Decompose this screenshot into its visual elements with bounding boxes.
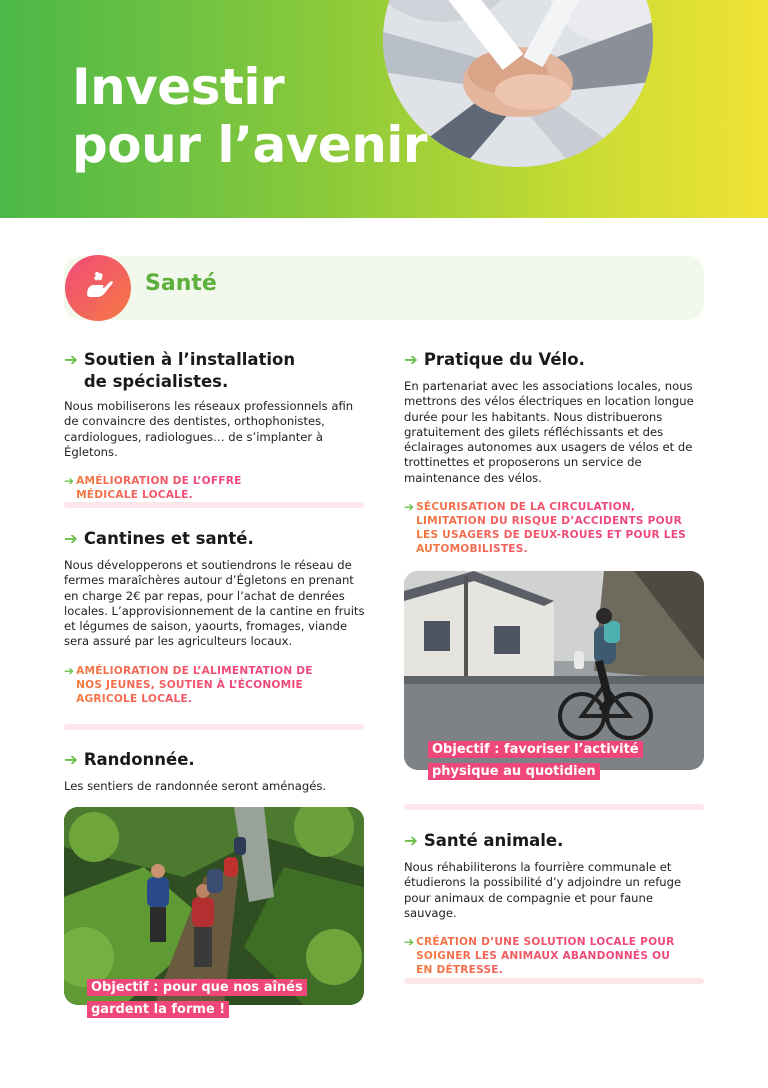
arrow-icon: ➔ — [64, 529, 78, 548]
item-title — [64, 528, 364, 550]
arrow-icon: ➔ — [404, 350, 418, 369]
divider — [64, 502, 364, 508]
item-body: Nous réhabiliterons la fourrière communale et étudierons la possibilité d’y adjoindre un refuge pour animaux de compagnie et pour faune sauvage. — [404, 860, 682, 920]
hero-banner — [0, 0, 768, 218]
title-text: Pratique du Vélo. — [423, 350, 585, 369]
item-title — [404, 830, 704, 852]
title-line2 — [72, 116, 427, 174]
item-body: Les sentiers de randonnée seront aménagés. — [64, 779, 327, 793]
title-line2-prefix: pour — [72, 116, 218, 174]
title-text: Santé animale. — [423, 831, 564, 850]
arrow-icon: ➔ — [404, 831, 418, 850]
outcome-text: SÉCURISATION DE LA CIRCULATION, LIMITATION DU RISQUE D’ACCIDENTS POUR LES USAGERS DE DEUX-ROUES ET POUR LES AUTOMOBILISTES. — [416, 500, 688, 556]
item-title — [64, 749, 364, 771]
title-line2: de spécialistes. — [83, 372, 229, 391]
outcome-block — [64, 664, 364, 706]
item-randonnee — [64, 749, 364, 794]
arrow-icon: ➔ — [64, 750, 78, 769]
title-text — [84, 349, 295, 393]
title-highlight-text: l’avenir — [217, 116, 428, 174]
item-body: Nous développerons et soutiendrons le réseau de fermes maraîchères autour d’Égletons en prenant en charge 2€ par repas, pour l’achat de denrées locales. L’approvisionnement de la cantine en fruits et légumes de saison, yaourts, fromages, viande sera assuré par les agriculteurs locaux. — [64, 558, 365, 649]
caption-text: Objectif : pour que nos aînés gardent la forme ! — [87, 979, 307, 1018]
title-text: Randonnée. — [83, 750, 195, 769]
outcome-text: CRÉATION D’UNE SOLUTION LOCALE POUR SOIGNER LES ANIMAUX ABANDONNÉS OU EN DÉTRESSE. — [416, 935, 688, 977]
item-specialists — [64, 349, 364, 502]
item-title — [404, 349, 704, 371]
section-title: Santé — [145, 271, 217, 296]
divider — [64, 724, 364, 730]
item-animale — [404, 830, 704, 977]
outcome-block — [404, 935, 704, 977]
divider — [404, 804, 704, 810]
outcome-block — [64, 474, 364, 502]
item-body: En partenariat avec les associations locales, nous mettrons des vélos électriques en location longue durée pour les habitants. Nous distribuerons gratuitement des gilets réfléchissants et des éclairages autonomes aux usagers de vélos et de trottinettes et proposerons un service de maintenance des vélos. — [404, 379, 694, 485]
photo-caption-hikers — [87, 977, 317, 1021]
item-velo — [404, 349, 704, 556]
item-title — [64, 349, 364, 393]
title-text: Cantines et santé. — [83, 529, 254, 548]
divider — [404, 978, 704, 984]
photo-caption-cyclist — [428, 739, 668, 783]
caption-text: Objectif : favoriser l’activité physique au quotidien — [428, 741, 643, 780]
title-line1: Investir — [72, 58, 285, 116]
outcome-text: AMÉLIORATION DE L’OFFRE MÉDICALE LOCALE. — [76, 474, 276, 502]
arrow-icon: ➔ — [64, 474, 75, 489]
arrow-icon: ➔ — [64, 663, 75, 678]
item-cantines — [64, 528, 364, 706]
title-line1: Soutien à l’installation — [83, 350, 296, 369]
title-highlight — [217, 116, 427, 174]
arrow-icon: ➔ — [404, 935, 415, 950]
outcome-block — [404, 500, 704, 556]
page-title — [72, 58, 427, 174]
item-body: Nous mobiliserons les réseaux professionnels afin de convaincre des dentistes, orthophonistes, cardiologues, radiologues… de s’implanter à Égletons. — [64, 399, 354, 459]
arrow-icon: ➔ — [64, 350, 78, 369]
hikers-photo — [64, 807, 364, 1005]
healing-hand-icon — [65, 255, 131, 321]
arrow-icon: ➔ — [404, 500, 415, 515]
outcome-text: AMÉLIORATION DE L’ALIMENTATION DE NOS JEUNES, SOUTIEN À L’ÉCONOMIE AGRICOLE LOCALE. — [76, 664, 336, 706]
